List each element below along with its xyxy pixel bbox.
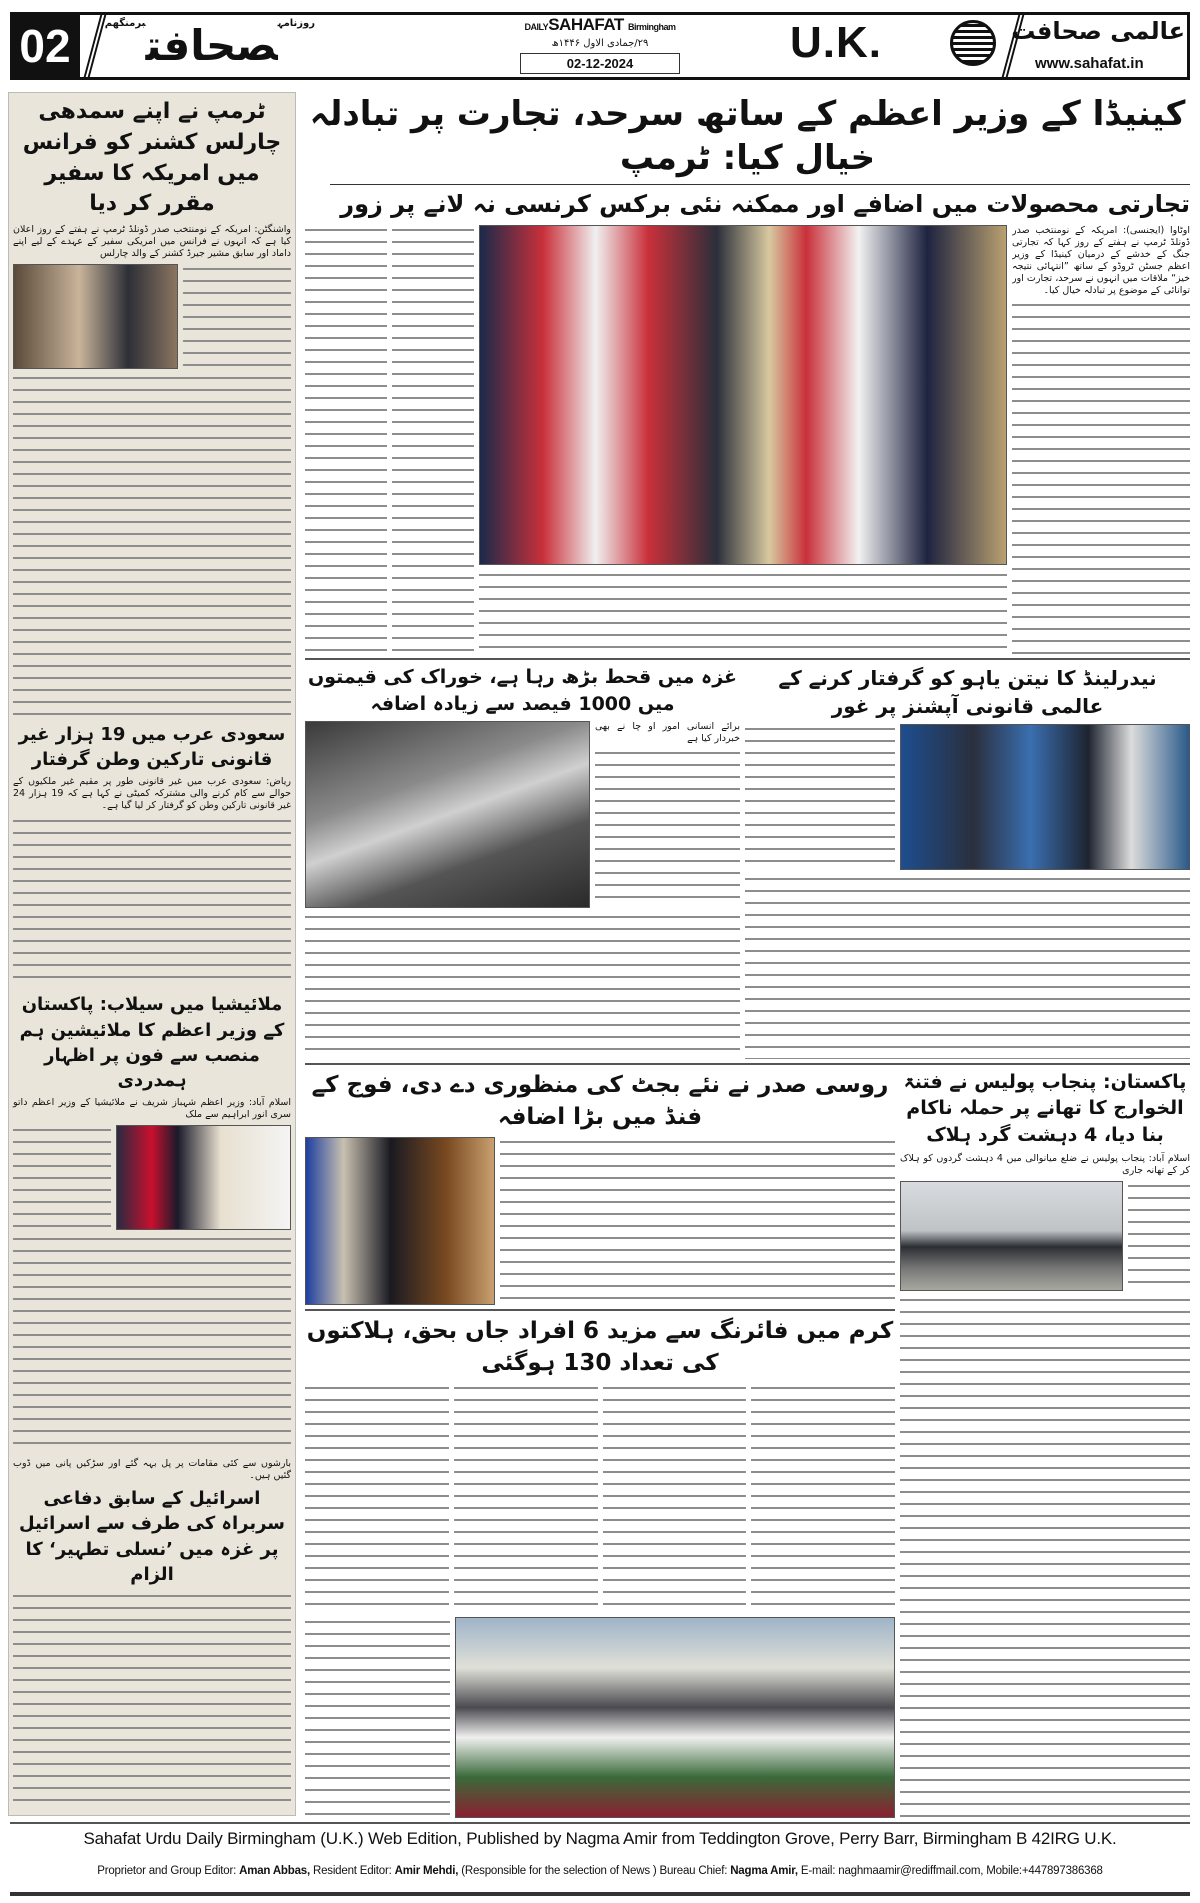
- body-text: [13, 373, 291, 718]
- body-text: [305, 1617, 450, 1818]
- brand-city: Birmingham: [627, 22, 676, 32]
- main-story-text-column: [1012, 225, 1190, 655]
- page-number: 02: [10, 12, 80, 80]
- headline-israel: اسرائیل کے سابق دفاعی سربراہ کی طرف سے اسرائیل پر غزہ میں ’نسلی تطہیر‘ کا الزام: [18, 1488, 286, 1585]
- bureau-label: (Responsible for the selection of News ) Bureau Chief:: [458, 1865, 731, 1877]
- main-subheadline: تجارتی محصولات میں اضافے اور ممکنہ نئی برکس کرنسی نہ لانے پر زور: [340, 190, 1190, 219]
- kurram-columns: [305, 1383, 895, 1613]
- masthead-city: برمنگھم: [104, 18, 146, 29]
- brand-name: SAHAFAT: [548, 15, 624, 34]
- headline-russia: روسی صدر نے نئے بجٹ کی منظوری دے دی، فوج کے فنڈ میں بڑا اضافہ: [311, 1071, 889, 1130]
- lower-left: [305, 1069, 895, 1818]
- main-area: [305, 92, 1190, 1818]
- photo-gaza-food: [305, 721, 590, 907]
- body-text: [305, 225, 387, 655]
- photo-trudeau-trump: [479, 225, 1007, 566]
- body-text: [305, 1383, 449, 1613]
- body-text: [595, 748, 740, 907]
- lead-israel-prev: بارشوں سے کئی مقامات پر پل بہہ گئے اور سڑکیں پانی میں ڈوب گئیں ہیں۔: [13, 1458, 291, 1482]
- contact-info: E-mail: naghmaamir@rediffmail.com, Mobile:+447897386368: [797, 1865, 1103, 1877]
- body-text: [183, 264, 291, 369]
- headline-malaysia: ملائیشیا میں سیلاب: پاکستان کے وزیر اعظم کا ملائیشین ہم منصب سے فون پر اظہار ہمدردی: [19, 994, 285, 1091]
- body-text: [392, 225, 474, 655]
- lower-area: [305, 1069, 1190, 1818]
- headline-pakistan: پاکستان: پنجاب پولیس نے فتنۃ الخوارج کا تھانے پر حملہ ناکام بنا دیا، 4 دہشت گرد ہلاک: [903, 1070, 1187, 1146]
- russia-row: [305, 1137, 895, 1305]
- photo-netherlands-summit: [900, 724, 1190, 870]
- section-divider: [305, 658, 1190, 660]
- main-photo-column: [479, 225, 1007, 655]
- malaysia-photo-row: [13, 1125, 291, 1230]
- resident-label: Resident Editor:: [309, 1865, 395, 1877]
- lead-pakistan: اسلام آباد: پنجاب پولیس نے ضلع میانوالی میں 4 دہشت گردوں کو ہلاک کر کے تھانہ جاری: [900, 1152, 1190, 1176]
- brand-line: [490, 15, 710, 37]
- gaza-story: [305, 664, 740, 1059]
- body-text: [745, 724, 895, 870]
- editor-line: [0, 1863, 1200, 1879]
- body-text: [479, 570, 1007, 654]
- edition-info: [490, 15, 710, 74]
- netherlands-story: [745, 664, 1190, 1059]
- globe-logo-icon: [950, 20, 996, 66]
- body-text: [900, 1295, 1190, 1818]
- logo-text: عالمی صحافت: [1011, 17, 1185, 45]
- main-headline: کینیڈا کے وزیر اعظم کے ساتھ سرحد، تجارت پر تبادلہ خیال کیا: ٹرمپ: [309, 94, 1186, 179]
- footer-rule: [10, 1892, 1190, 1896]
- body-text: [500, 1137, 895, 1305]
- main-lead: اوٹاوا (ایجنسی): امریکہ کے نومنتخب صدر ڈونلڈ ٹرمپ نے ہفتے کے روز کہا کہ تجارتی جنگ کے خدشے کے درمیان کینیڈا کے وزیر اعظم جسٹن ٹروڈو کے ساتھ ”انتہائی نتیجہ خیز“ ملاقات میں انہوں نے سرحد، تجارت اور توانائی کے موضوع پر تبادلہ خیال کیا۔: [1012, 224, 1190, 296]
- photo-kushner: [13, 264, 178, 369]
- headline-rule: [330, 184, 1190, 185]
- pakistan-photo-row: [900, 1181, 1190, 1291]
- body-text: [13, 816, 291, 988]
- headline-netherlands: نیدرلینڈ کا نیتن یاہو کو گرفتار کرنے کے عالمی قانونی آپشنز پر غور: [778, 666, 1157, 719]
- lead-malaysia: اسلام آباد: وزیر اعظم شہباز شریف نے ملائیشیا کے وزیر اعظم داتو سری انور ابراہیم سے ملک: [13, 1097, 291, 1121]
- masthead-small: روزنامہ: [277, 18, 315, 29]
- photo-kurram-funeral: [455, 1617, 895, 1818]
- headline-saudi: سعودی عرب میں 19 ہزار غیر قانونی تارکین وطن گرفتار: [18, 723, 286, 770]
- section-divider: [305, 1309, 895, 1311]
- kushner-photo-row: [13, 264, 291, 369]
- left-column: [8, 92, 296, 1816]
- headline-kurram: کرم میں فائرنگ سے مزید 6 افراد جاں بحق، ہلاکتوں کی تعداد 130 ہوگئی: [306, 1317, 894, 1376]
- body-text: [1128, 1181, 1190, 1291]
- photo-malaysia-pm: [116, 1125, 291, 1230]
- body-text: [454, 1383, 598, 1613]
- section-divider: [305, 1063, 1190, 1065]
- issue-date: 02-12-2024: [520, 53, 680, 74]
- region-label: U.K.: [790, 18, 882, 67]
- lead-gaza: برائے انسانی امور او چا نے بھی خبردار کیا ہے: [595, 721, 740, 745]
- gaza-photo-row: [305, 721, 740, 907]
- netherlands-photo-row: [745, 724, 1190, 870]
- masthead-name: صحافت: [145, 21, 278, 70]
- photo-police-station: [900, 1181, 1123, 1291]
- pakistan-story: [900, 1069, 1190, 1818]
- main-story-row: [305, 225, 1190, 655]
- headline-kushner: ٹرمپ نے اپنے سمدھی چارلس کشنر کو فرانس میں امریکہ کا سفیر مقرر کر دیا: [22, 99, 282, 217]
- editor-name: Aman Abbas,: [239, 1865, 310, 1877]
- website-link[interactable]: www.sahafat.in: [1035, 55, 1144, 72]
- brand-daily: DAILY: [524, 22, 549, 32]
- bureau-name: Nagma Amir,: [730, 1865, 798, 1877]
- lead-saudi: ریاض: سعودی عرب میں غیر قانونی طور پر مقیم غیر ملکیوں کے حوالے سے کام کرنے والی مشترکہ کمیٹی نے کہا ہے کہ 19 ہزار 24 غیر قانونی تارکین وطن کو گرفتار کر لیا گیا ہے۔: [13, 776, 291, 812]
- body-text: [751, 1383, 895, 1613]
- body-text: [13, 1125, 111, 1230]
- kurram-photo-row: [305, 1617, 895, 1818]
- body-text: [13, 1234, 291, 1454]
- body-text: [603, 1383, 747, 1613]
- editor-label: Proprietor and Group Editor:: [97, 1865, 240, 1877]
- body-text: [13, 1591, 291, 1811]
- photo-putin: [305, 1137, 495, 1305]
- body-text: [1012, 300, 1190, 655]
- footer-rule: [10, 1822, 1190, 1824]
- gaza-text-column: [595, 721, 740, 907]
- masthead-title: [104, 14, 315, 78]
- body-text: [305, 912, 740, 1059]
- second-row: [305, 664, 1190, 1059]
- publisher-line: Sahafat Urdu Daily Birmingham (U.K.) Web Edition, Published by Nagma Amir from Teddington Grove, Perry Barr, Birmingham B 42IRG U.K.: [83, 1829, 1117, 1848]
- hijri-date: ۲۹/جمادی الاول ۱۴۴۶ھ: [551, 38, 649, 49]
- lead-kushner: واشنگٹن: امریکہ کے نومنتخب صدر ڈونلڈ ٹرمپ نے ہفتے کے روز اعلان کیا ہے کہ انہوں نے فرانس میں امریکی سفیر کے عہدے کے لیے اپنے داماد اور سابق مشیر جیرڈ کشنر کے والد چارلس: [13, 224, 291, 260]
- headline-gaza: غزہ میں قحط بڑھ رہا ہے، خوراک کی قیمتوں میں 1000 فیصد سے زیادہ اضافہ: [307, 666, 737, 715]
- resident-name: Amir Mehdi,: [394, 1865, 459, 1877]
- body-text: [745, 874, 1190, 1059]
